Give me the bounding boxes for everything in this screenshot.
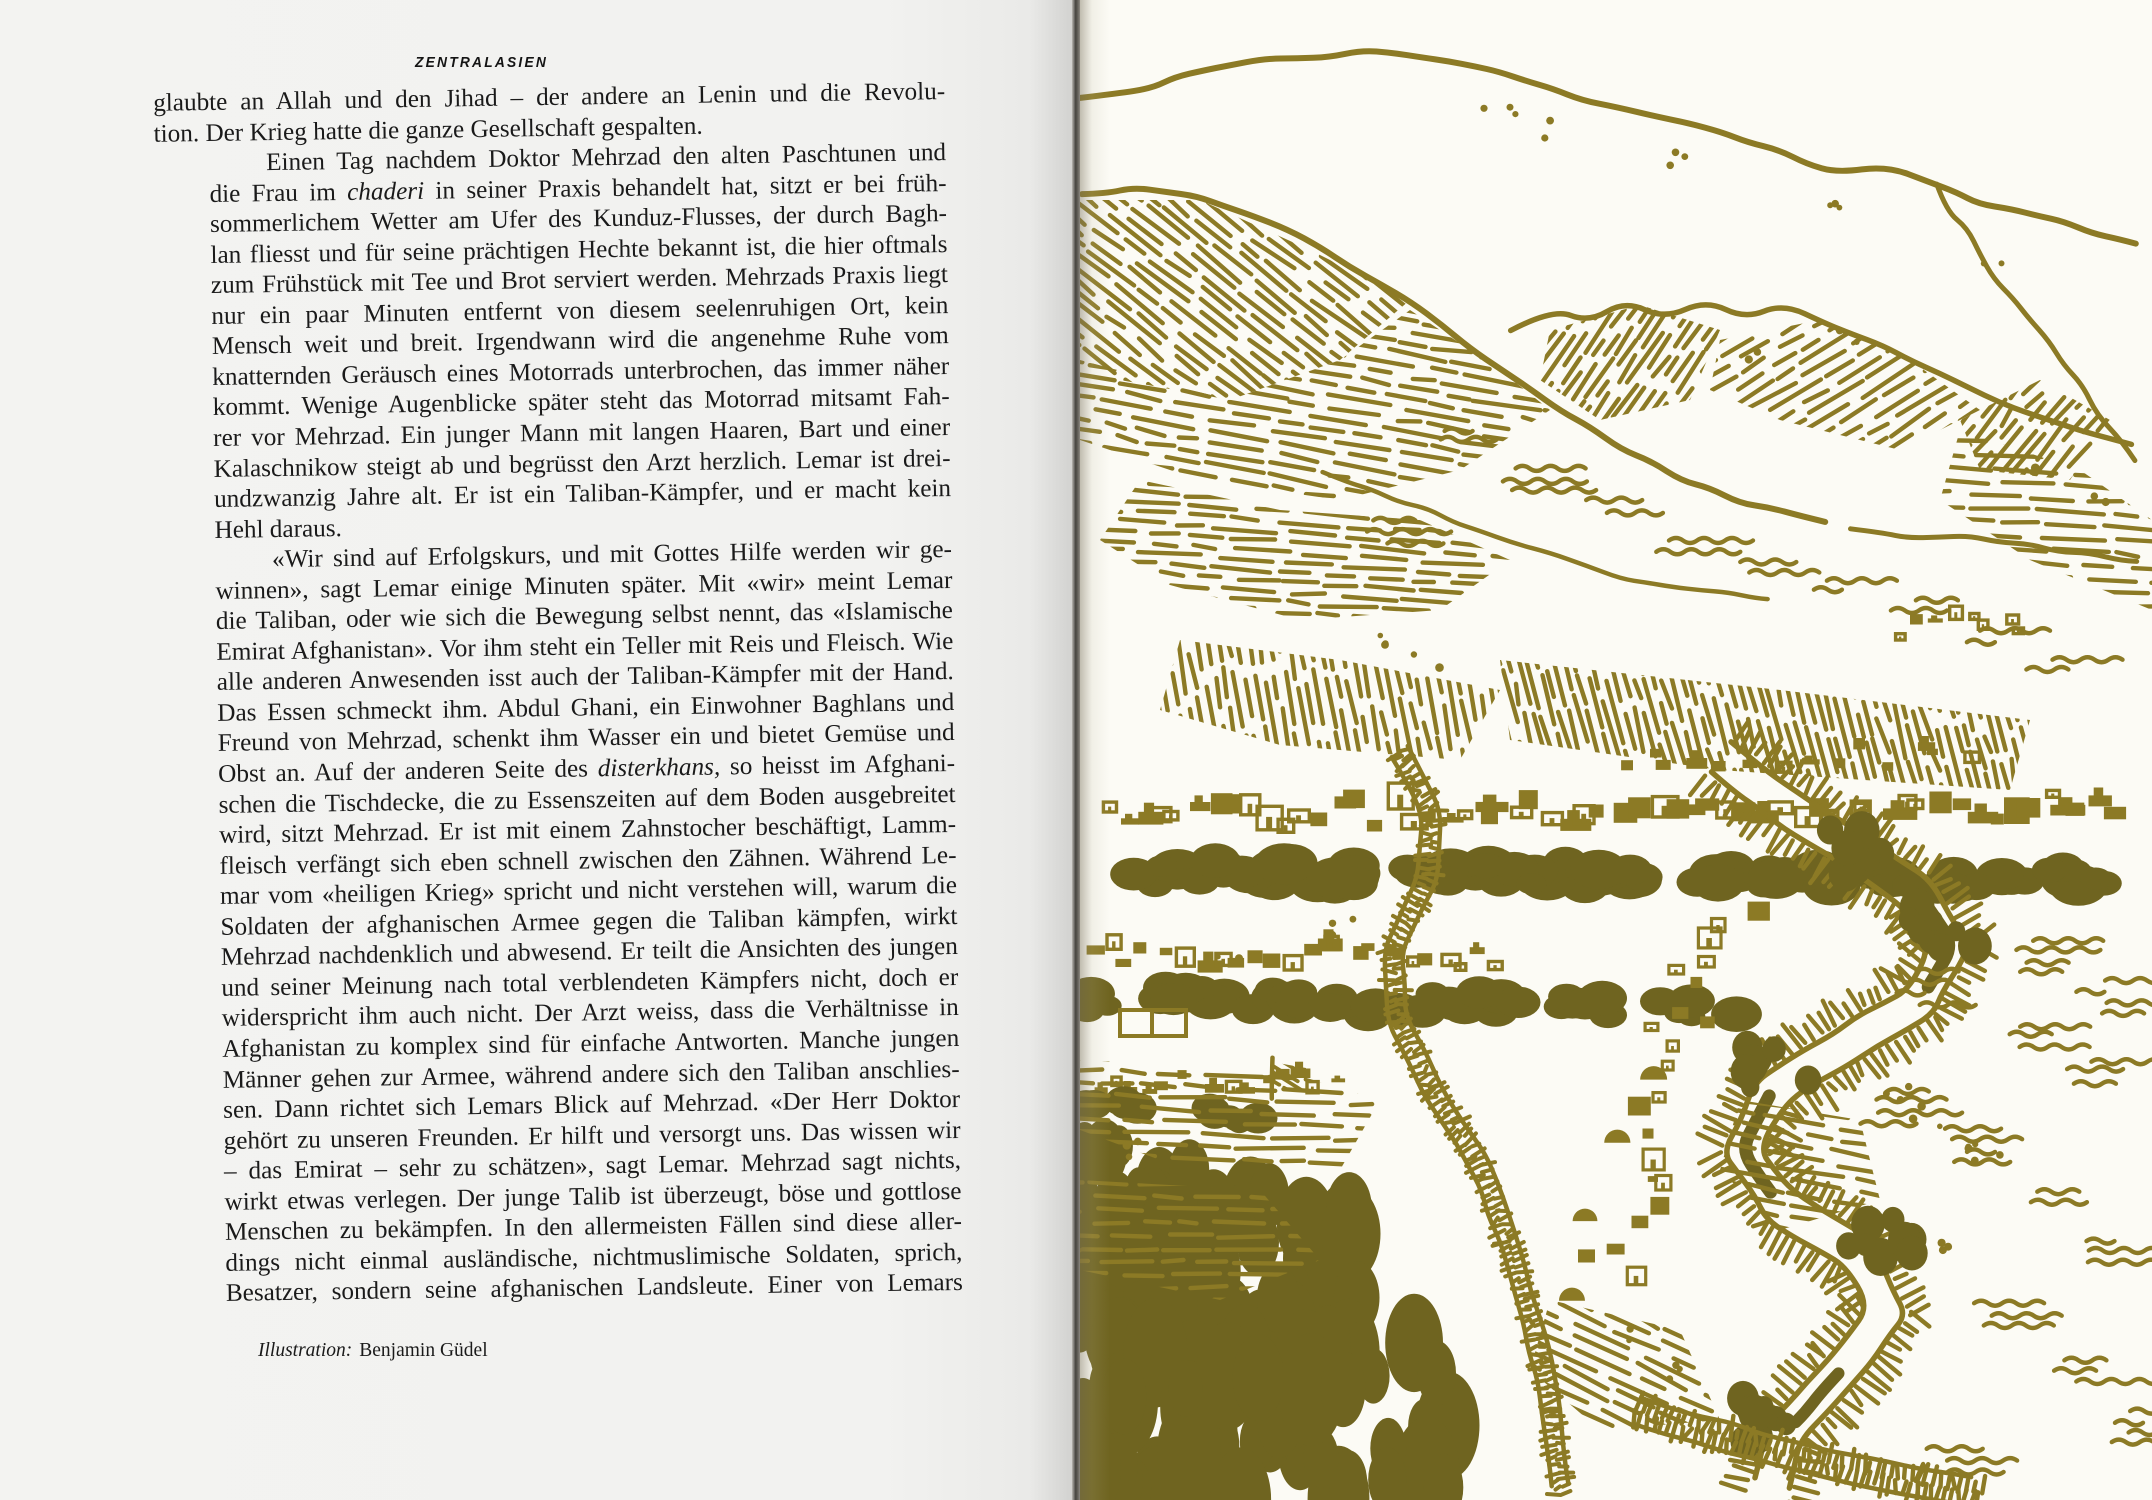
illustration-credit: [258, 1340, 488, 1362]
body-line: alle anderen Anwesenden isst auch der Taliban-Kämpfer mit der Hand.: [216, 658, 954, 697]
body-line: lan fliesst und für seine prächtigen Hechte bekannt ist, die hier oftmals: [210, 230, 948, 269]
body-line: gehört zu unseren Freunden. Er hilft und versorgt uns. Das wissen wir: [223, 1116, 961, 1155]
body-line: widerspricht ihm auch nicht. Der Arzt weiss, dass die Verhältnisse in: [221, 994, 959, 1033]
body-line: Mensch weit und breit. Irgendwann wird die angenehme Ruhe vom: [211, 322, 949, 361]
landscape-illustration: [1080, 0, 2152, 1500]
credit-name: Benjamin Güdel: [359, 1340, 488, 1361]
body-line: Emirat Afghanistan». Vor ihm steht ein Teller mit Reis und Fleisch. Wie: [216, 627, 954, 666]
body-line: wird, sitzt Mehrzad. Er ist mit einem Zahnstocher beschäftigt, Lamm-: [218, 811, 957, 850]
section-header: ZENTRALASIEN: [415, 54, 549, 71]
body-line: Freund von Mehrzad, schenkt ihm Wasser ein und bietet Gemüse und: [217, 719, 955, 758]
body-line: sommerlichem Wetter am Ufer des Kunduz-Flusses, der durch Bagh-: [209, 200, 948, 239]
body-line: Kalaschnikow steigt ab und begrüsst den Arzt herzlich. Lemar ist drei-: [213, 444, 951, 483]
body-line: schen die Tischdecke, die zu Essenszeiten auf dem Boden ausgebreitet: [218, 780, 956, 819]
body-line: Soldaten der afghanischen Armee gegen die Taliban kämpfen, wirkt: [220, 902, 958, 941]
left-page: [0, 0, 1072, 1500]
body-line: Einen Tag nachdem Doktor Mehrzad den alten Paschtunen und: [265, 139, 947, 177]
body-line: Afghanistan zu komplex sind für einfache Antworten. Manche jungen: [222, 1024, 960, 1063]
body-line: und seiner Meinung nach total verblendeten Kämpfers nicht, doch er: [221, 963, 959, 1002]
body-line: kommt. Wenige Augenblicke später steht das Motorrad mitsamt Fah-: [212, 383, 950, 422]
body-line: die Taliban, oder wie sich die Bewegung selbst nennt, das «Islamische: [215, 597, 954, 636]
body-line: zum Frühstück mit Tee und Brot serviert werden. Mehrzads Praxis liegt: [210, 261, 949, 300]
body-line: winnen», sagt Lemar einige Minuten später. Mit «wir» meint Lemar: [215, 566, 953, 605]
page-gutter: [1072, 0, 1080, 1500]
right-page: [1080, 0, 2152, 1500]
body-line: glaubte an Allah und den Jihad – der andere an Lenin und die Revolu-: [153, 78, 946, 117]
body-line: undzwanzig Jahre alt. Er ist ein Taliban-Kämpfer, und er macht kein: [213, 475, 952, 514]
body-line: Das Essen schmeckt ihm. Abdul Ghani, ein Einwohner Baghlans und: [217, 688, 955, 727]
body-line: sen. Dann richtet sich Lemars Blick auf Mehrzad. «Der Herr Doktor: [222, 1086, 961, 1124]
credit-label: Illustration:: [258, 1340, 353, 1361]
body-line: nur ein paar Minuten entfernt von diesem seelenruhigen Ort, kein: [211, 291, 949, 330]
body-line: Hehl daraus.: [214, 514, 343, 544]
body-line: rer vor Mehrzad. Ein junger Mann mit langen Haaren, Bart und einer: [212, 414, 951, 452]
body-line: Obst an. Auf der anderen Seite des disterkhans, so heisst im Afghani-: [217, 750, 956, 788]
body-line: Besatzer, sondern seine afghanischen Landsleute. Einer von Lemars: [225, 1269, 964, 1308]
body-line: mar vom «heiligen Krieg» spricht und nicht verstehen will, warum die: [219, 872, 958, 911]
body-line: tion. Der Krieg hatte die ganze Gesellschaft gespalten.: [153, 112, 703, 148]
body-line: Mehrzad nachdenklich und abwesend. Er teilt die Ansichten des jungen: [220, 933, 959, 972]
body-line: knatternden Geräusch eines Motorrads unterbrochen, das immer näher: [212, 352, 950, 391]
body-line: wirkt etwas verlegen. Der junge Talib ist überzeugt, böse und gottlose: [224, 1177, 962, 1216]
body-line: fleisch verfängt sich eben schnell zwischen den Zähnen. Während Le-: [219, 841, 957, 880]
article-text: [153, 77, 964, 1310]
body-line: «Wir sind auf Erfolgskurs, und mit Gottes Hilfe werden wir ge-: [271, 536, 953, 574]
body-line: Männer gehen zur Armee, während andere sich den Taliban anschlies-: [222, 1055, 960, 1094]
body-line: die Frau im chaderi in seiner Praxis behandelt hat, sitzt er bei früh-: [209, 169, 947, 208]
body-line: Menschen zu bekämpfen. In den allermeisten Fällen sind diese aller-: [224, 1208, 963, 1247]
body-line: – das Emirat – sehr zu schätzen», sagt Lemar. Mehrzad sagt nichts,: [223, 1147, 962, 1186]
body-line: dings nicht einmal ausländische, nichtmuslimische Soldaten, sprich,: [225, 1238, 963, 1277]
